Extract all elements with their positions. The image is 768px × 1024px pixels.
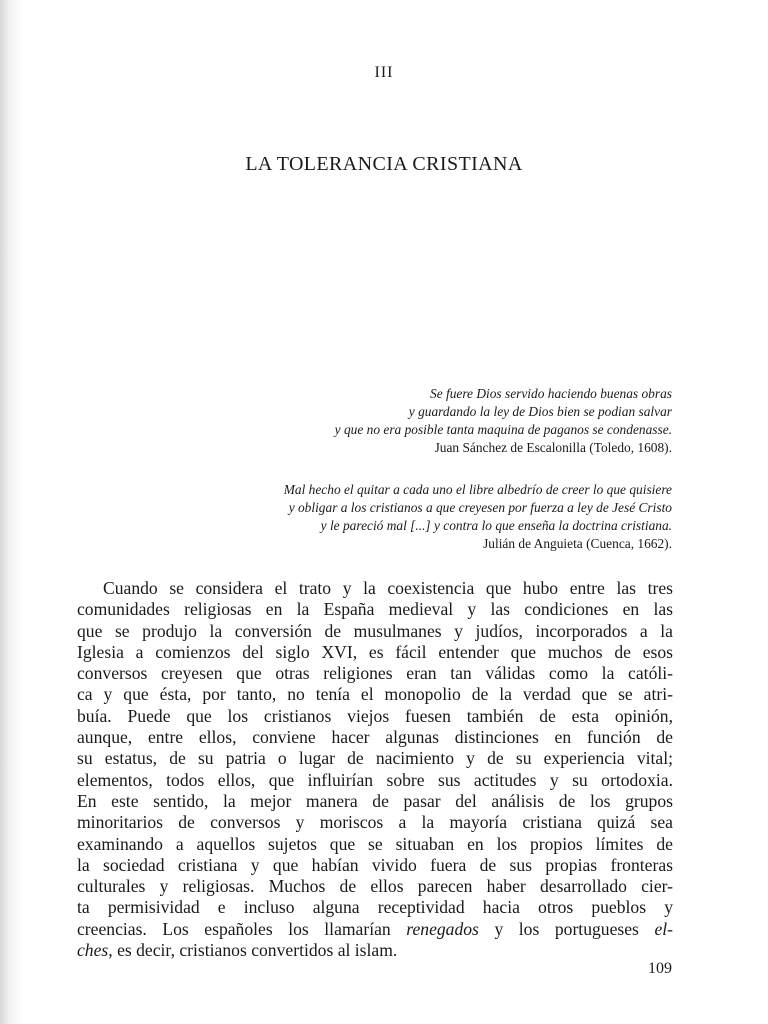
epigraph-attribution: Juan Sánchez de Escalonilla (Toledo, 1608). <box>434 440 672 455</box>
epigraph-line: y obligar a los cristianos a que creyesen por fuerza a ley de Jesé Cristo <box>288 500 672 515</box>
italic-term: renegados <box>406 918 479 939</box>
text-line: Iglesia a comienzos del siglo XVI, es fácil entender que muchos de esos <box>77 641 673 662</box>
text-line: Cuando se considera el trato y la coexistencia que hubo entre las tres <box>103 578 673 598</box>
epigraph <box>335 385 672 457</box>
text-line: comunidades religiosas en la España medieval y las condiciones en las <box>77 599 673 620</box>
text-line: aunque, entre ellos, conviene hacer algunas distinciones en función de <box>77 727 673 748</box>
text-line: conversos creyesen que otras religiones eran tan válidas como la católi- <box>77 663 673 684</box>
text-run: es decir, cristianos convertidos al islam. <box>112 940 398 961</box>
epigraph <box>284 481 672 553</box>
epigraph-line: y que no era posible tanta maquina de paganos se condenasse. <box>334 422 672 437</box>
text-line: ca y que ésta, por tanto, no tenía el monopolio de la verdad que se atri- <box>77 684 673 705</box>
epigraph-attribution: Julián de Anguieta (Cuenca, 1662). <box>483 536 672 551</box>
text-line: culturales y religiosas. Muchos de ellos parecen haber desarrollado cier- <box>77 876 673 897</box>
text-line: En este sentido, la mejor manera de pasar del análisis de los grupos <box>77 790 673 811</box>
text-run: creencias. Los españoles los llamarían <box>77 918 407 939</box>
epigraph-line: y guardando la ley de Dios bien se podian salvar <box>408 404 672 419</box>
text-line: ta permisividad e incluso alguna receptividad hacia otros pueblos y <box>77 897 673 918</box>
chapter-number: III <box>374 64 394 81</box>
text-line: la sociedad cristiana y que habían vivido fuera de sus propias fronteras <box>77 854 673 875</box>
epigraph-line: Mal hecho el quitar a cada uno el libre albedrío de creer lo que quisiere <box>283 482 672 497</box>
text-line: que se produjo la conversión de musulmanes y judíos, incorporados a la <box>77 620 673 641</box>
text-line: su estatus, de su patria o lugar de nacimiento y de su experiencia vital; <box>77 748 673 769</box>
text-line: buía. Puede que los cristianos viejos fuesen también de esta opinión, <box>77 705 673 726</box>
italic-term: ches, <box>77 940 113 961</box>
text-line <box>77 940 673 961</box>
epigraph-line: y le pareció mal [...] y contra lo que enseña la doctrina cristiana. <box>320 518 672 533</box>
italic-term: el- <box>654 918 673 939</box>
text-line: minoritarios de conversos y moriscos a la mayoría cristiana quizá sea <box>77 812 673 833</box>
page-number: 109 <box>648 960 672 977</box>
text-line: elementos, todos ellos, que influirían sobre sus actitudes y su ortodoxia. <box>77 769 673 790</box>
text-run: y los portugueses <box>478 918 655 939</box>
text-line <box>77 919 673 940</box>
epigraph-line: Se fuere Dios servido haciendo buenas obras <box>430 386 672 401</box>
chapter-title: LA TOLERANCIA CRISTIANA <box>245 153 523 175</box>
text-line: examinando a aquellos sujetos que se situaban en los propios límites de <box>77 833 673 854</box>
body-paragraph <box>77 578 673 961</box>
